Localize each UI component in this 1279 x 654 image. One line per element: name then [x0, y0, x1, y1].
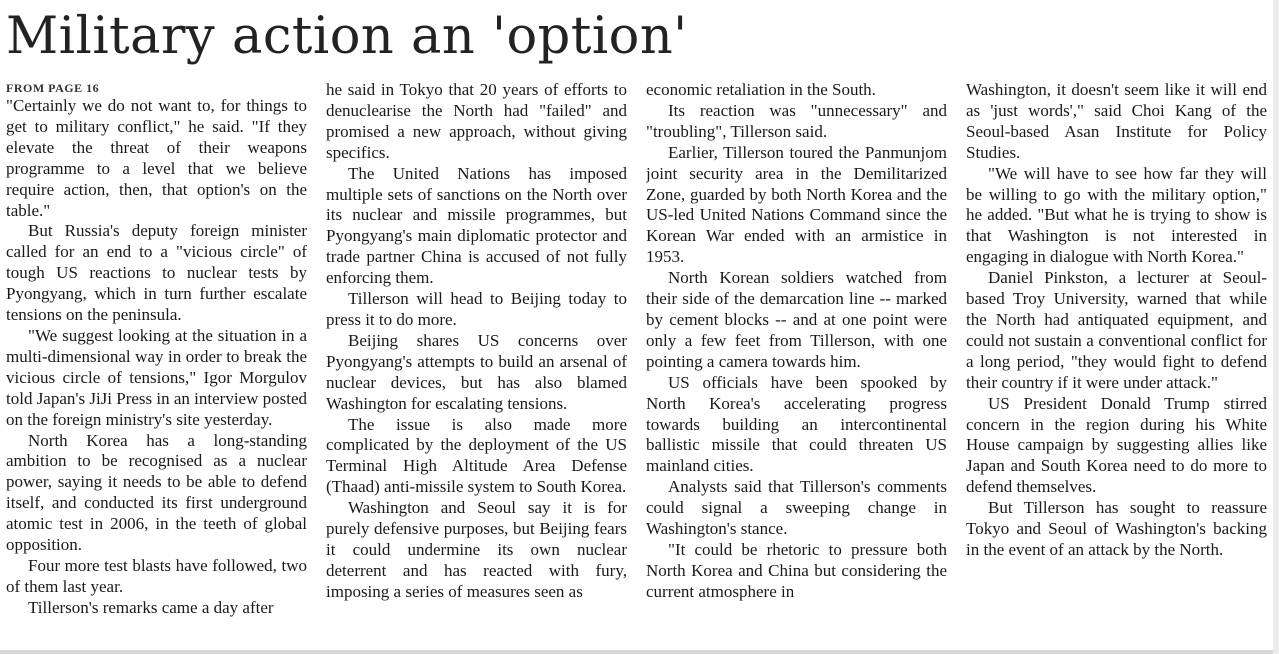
paragraph: Washington, it doesn't seem like it will end as 'just words'," said Choi Kang of the Seoul-based Asan Institute for Policy Studies. — [966, 80, 1267, 162]
paragraph: Washington and Seoul say it is for purely defensive purposes, but Beijing fears it could undermine its own nuclear deterrent and has reacted with fury, imposing a series of measures seen as — [326, 498, 627, 601]
paragraph: Tillerson's remarks came a day after — [28, 597, 274, 617]
bottom-border — [0, 650, 1279, 654]
paragraph: Its reaction was "unnecessary" and "troubling", Tillerson said. — [646, 100, 947, 141]
paragraph: "We will have to see how far they will be willing to go with the military option," he added. "But what he is trying to show is that Washington is not interested in engaging in dialogue with North Korea." — [966, 163, 1267, 267]
kicker: FROM PAGE 16 — [6, 81, 100, 95]
paragraph: North Korean soldiers watched from their side of the demarcation line -- marked by cement blocks -- and at one point were only a few feet from Tillerson, with one pointing a camera towards him. — [646, 268, 947, 371]
article-column-2 — [326, 80, 627, 654]
paragraph: economic retaliation in the South. — [646, 80, 876, 99]
paragraph: Earlier, Tillerson toured the Panmunjom joint security area in the Demilitarized Zone, guarded by both North Korea and the US-led United Nations Command since the Korean War ended with an armistice in 1953. — [646, 142, 947, 267]
paragraph: But Russia's deputy foreign minister called for an end to a "vicious circle" of tough US reactions to nuclear tests by Pyongyang, which in turn further escalate tensions on the peninsula. — [6, 221, 307, 325]
paragraph: Analysts said that Tillerson's comments could signal a sweeping change in Washington's stance. — [646, 477, 947, 539]
paragraph: "We suggest looking at the situation in a multi-dimensional way in order to break the vicious circle of tensions," Igor Morgulov told Japan's JiJi Press in an interview posted on the foreign ministry's site yesterday. — [6, 325, 307, 429]
paragraph: North Korea has a long-standing ambition to be recognised as a nuclear power, saying it needs to be able to defend itself, and conducted its first underground atomic test in 2006, in the teeth of global opposition. — [6, 430, 307, 555]
paragraph: he said in Tokyo that 20 years of efforts to denuclearise the North had "failed" and promised a new approach, without giving specifics. — [326, 80, 627, 162]
paragraph: Daniel Pinkston, a lecturer at Seoul-based Troy University, warned that while the North had antiquated equipment, and could not sustain a conventional conflict for a long period, "they would fight to defend their country if it were under attack." — [966, 268, 1267, 392]
paragraph: Four more test blasts have followed, two of them last year. — [6, 555, 307, 596]
article-column-4 — [966, 80, 1267, 654]
headline: Military action an 'option' — [6, 7, 688, 66]
paragraph: But Tillerson has sought to reassure Tokyo and Seoul of Washington's backing in the event of an attack by the North. — [966, 498, 1267, 559]
article-column-3 — [646, 80, 947, 654]
right-border — [1273, 0, 1279, 654]
article-column-1 — [6, 80, 307, 654]
paragraph: The United Nations has imposed multiple sets of sanctions on the North over its nuclear and missile programmes, but Pyongyang's main diplomatic protector and trade partner China is accused of not fully enforcing them. — [326, 163, 627, 288]
paragraph: Tillerson will head to Beijing today to press it to do more. — [326, 289, 627, 329]
paragraph: Beijing shares US concerns over Pyongyang's attempts to build an arsenal of nuclear devices, but has also blamed Washington for escalating tensions. — [326, 330, 627, 413]
paragraph: US officials have been spooked by North Korea's accelerating progress towards building an intercontinental ballistic missile that could threaten US mainland cities. — [646, 372, 947, 476]
paragraph: "Certainly we do not want to, for things to get to military conflict," he said. "If they elevate the threat of their weapons programme to a level that we believe require action, then, that option's on the table." — [6, 96, 307, 220]
paragraph: The issue is also made more complicated by the deployment of the US Terminal High Altitude Area Defense (Thaad) anti-missile system to South Korea. — [326, 414, 627, 497]
paragraph: US President Donald Trump stirred concern in the region during his White House campaign by suggesting allies like Japan and South Korea need to do more to defend themselves. — [966, 393, 1267, 497]
paragraph: "It could be rhetoric to pressure both North Korea and China but considering the current atmosphere in — [646, 539, 947, 601]
